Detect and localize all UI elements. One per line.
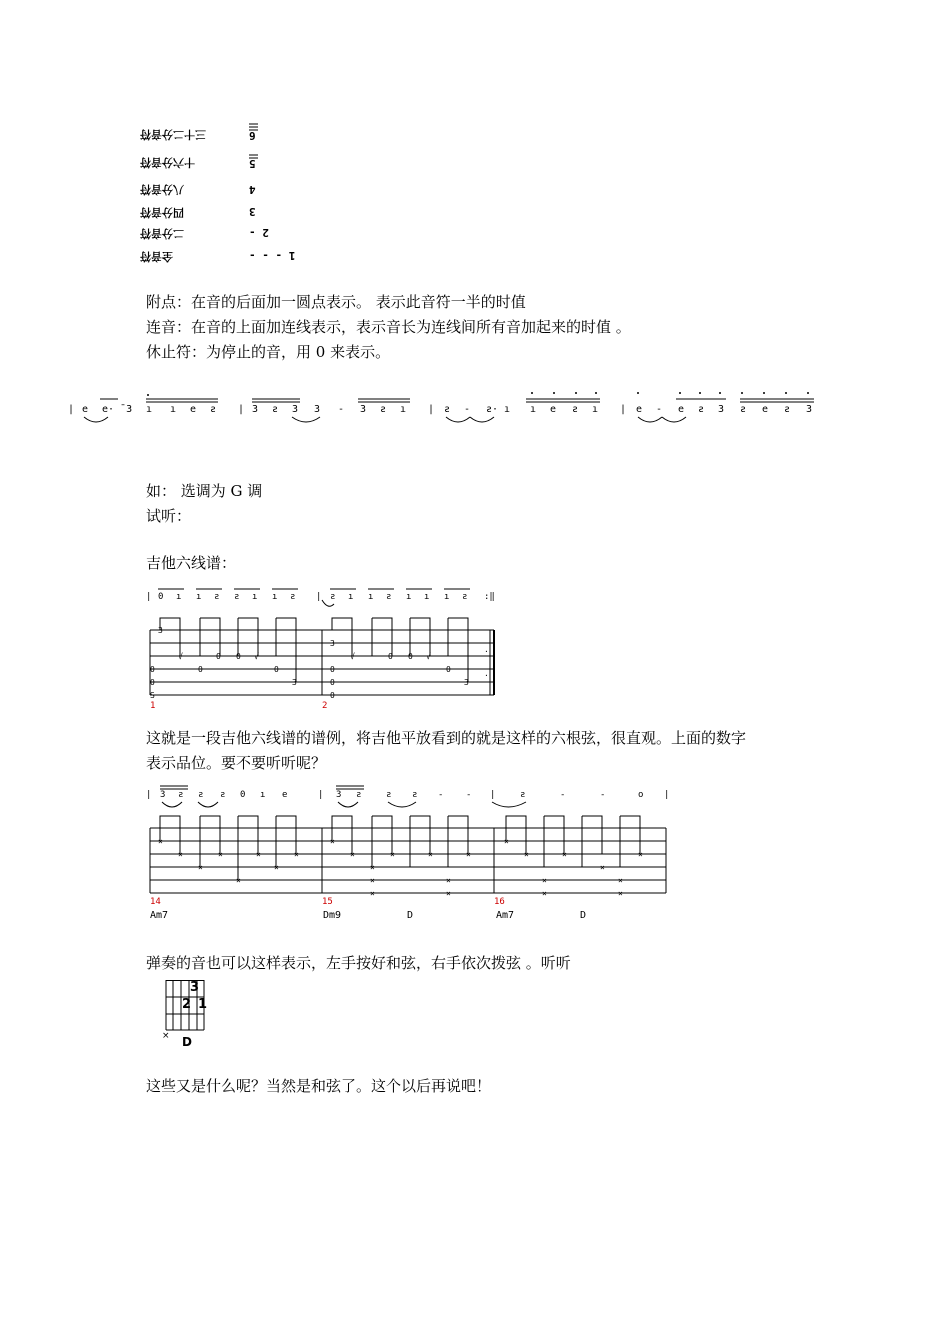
legend-note-quarter: 3 (249, 205, 256, 218)
legend-note-16th: 5 (249, 157, 256, 170)
svg-text:0: 0 (198, 665, 203, 674)
svg-text:ƨ: ƨ (198, 790, 204, 800)
svg-text:3: 3 (718, 404, 725, 415)
svg-text:ı: ı (592, 404, 599, 415)
svg-text:ı: ı (260, 790, 266, 800)
svg-text:ı: ı (170, 404, 177, 415)
key-example-text: 如： 选调为 G 调 (146, 482, 263, 500)
svg-text:ƨ: ƨ (462, 592, 468, 602)
svg-text:e: e (636, 404, 643, 415)
svg-text:ı: ı (272, 592, 278, 602)
svg-text:√: √ (426, 652, 431, 661)
tab-staff-2 (146, 780, 676, 905)
svg-text:ƨ: ƨ (386, 790, 392, 800)
svg-text:×: × (638, 850, 643, 859)
svg-text:×: × (198, 863, 203, 872)
svg-text:3: 3 (292, 404, 299, 415)
legend-label-half: 二分音符 (140, 227, 184, 240)
svg-text:-: - (656, 404, 663, 415)
svg-text:-: - (466, 790, 472, 800)
svg-text:|: | (620, 404, 627, 415)
svg-text:e· ¯3: e· ¯3 (102, 404, 133, 415)
svg-text:ƨ: ƨ (210, 404, 217, 415)
tab-heading: 吉他六线谱： (146, 554, 237, 572)
svg-text:3: 3 (360, 404, 367, 415)
svg-text:ƨ: ƨ (444, 404, 451, 415)
svg-text:×: × (542, 876, 547, 885)
svg-text:-: - (338, 404, 345, 415)
svg-text:|: | (146, 790, 152, 800)
svg-text:0: 0 (408, 652, 413, 661)
svg-text:×: × (350, 850, 355, 859)
svg-text:ı: ı (424, 592, 430, 602)
svg-text:|: | (146, 592, 152, 602)
svg-text:×: × (466, 850, 471, 859)
svg-text:e: e (282, 790, 288, 800)
svg-text:·: · (484, 671, 489, 680)
chord-label-dm9: Dm9 (323, 910, 342, 921)
svg-text:√: √ (178, 652, 183, 661)
svg-text:×: × (158, 837, 163, 846)
svg-text:×: × (236, 876, 241, 885)
legend-note-whole: 1 - - - (249, 249, 296, 262)
svg-text:ƨ: ƨ (356, 790, 362, 800)
finger-number-3: 3 (190, 980, 200, 995)
legend-label-quarter: 四分音符 (140, 206, 184, 219)
svg-text:ƨ: ƨ (214, 592, 220, 602)
svg-text:×: × (370, 889, 375, 898)
legend-beam-lines (246, 120, 266, 170)
tab1-measure-2: 2 (322, 701, 328, 711)
tab-description-2[interactable]: 表示品位。要不要听听呢？ (146, 754, 327, 772)
svg-text:3: 3 (252, 404, 259, 415)
svg-text:|: | (316, 592, 322, 602)
dotted-note-text: 附点：在音的后面加一圆点表示。 表示此音符一半的时值 (146, 293, 526, 311)
finger-number-1: 1 (198, 997, 208, 1012)
tab1-measure-1: 1 (150, 701, 156, 711)
svg-text:×: × (274, 863, 279, 872)
svg-text:×: × (370, 876, 375, 885)
svg-text:ı: ı (444, 592, 450, 602)
svg-text:ƨ: ƨ (572, 404, 579, 415)
svg-text:ƨ: ƨ (520, 790, 526, 800)
rest-note-text: 休止符：为停止的音，用 0 来表示。 (146, 343, 391, 361)
tab2-measure-16: 16 (494, 897, 505, 905)
svg-text:3: 3 (292, 678, 297, 687)
svg-text:×: × (542, 889, 547, 898)
svg-text:√: √ (254, 652, 259, 661)
svg-text::‖: :‖ (484, 592, 495, 602)
svg-text:3: 3 (158, 626, 163, 635)
svg-text:ƨ: ƨ (412, 790, 418, 800)
svg-text:√: √ (350, 652, 355, 661)
svg-text:×: × (446, 876, 451, 885)
tab2-measure-15: 15 (322, 897, 333, 905)
svg-text:ƨ: ƨ (330, 592, 336, 602)
svg-text:ı: ı (348, 592, 354, 602)
svg-text:S: S (150, 691, 155, 700)
svg-text:3: 3 (806, 404, 813, 415)
svg-text:ƨ: ƨ (234, 592, 240, 602)
svg-text:ƨ: ƨ (272, 404, 279, 415)
svg-text:0: 0 (330, 691, 335, 700)
closing-text: 这些又是什么呢？当然是和弦了。这个以后再说吧！ (146, 1077, 492, 1095)
tab-staff-1 (146, 582, 506, 712)
svg-text:ı: ı (530, 404, 537, 415)
legend-label-8th: 八分音符 (140, 183, 184, 196)
legend-label-16th: 十六分音符 (140, 156, 195, 169)
svg-text:×: × (390, 850, 395, 859)
svg-text:o: o (638, 790, 644, 800)
svg-text:ƨ: ƨ (178, 790, 184, 800)
svg-text:-: - (438, 790, 444, 800)
svg-text:0: 0 (240, 790, 246, 800)
svg-text:ı: ı (368, 592, 374, 602)
svg-text:×: × (256, 850, 261, 859)
svg-text:×: × (370, 863, 375, 872)
legend-label-whole: 全音符 (140, 250, 173, 263)
svg-text:ı: ı (400, 404, 407, 415)
chord-label-d-1: D (407, 910, 414, 921)
legend-note-8th: 4 (249, 183, 256, 196)
svg-text:0: 0 (158, 592, 164, 602)
legend-note-half: 2 - (249, 226, 269, 239)
svg-text:|: | (318, 790, 324, 800)
svg-text:×: × (330, 837, 335, 846)
svg-text:3: 3 (464, 678, 469, 687)
chord-description[interactable]: 弹奏的音也可以这样表示，左手按好和弦，右手依次拨弦 。听听 (146, 954, 571, 972)
svg-text:|: | (664, 790, 670, 800)
svg-text:×: × (218, 850, 223, 859)
svg-text:ı: ı (406, 592, 412, 602)
svg-text:0: 0 (216, 652, 221, 661)
svg-text:ƨ: ƨ (698, 404, 705, 415)
svg-text:e: e (190, 404, 197, 415)
svg-text:ı: ı (252, 592, 258, 602)
svg-text:0: 0 (150, 678, 155, 687)
svg-text:3: 3 (336, 790, 342, 800)
svg-text:e: e (82, 404, 89, 415)
svg-text:×: × (562, 850, 567, 859)
svg-text:0: 0 (388, 652, 393, 661)
svg-text:|: | (238, 404, 245, 415)
svg-text:×: × (618, 889, 623, 898)
svg-text:ı: ı (176, 592, 182, 602)
chord-diagram-d (158, 980, 218, 1050)
svg-text:e: e (678, 404, 685, 415)
finger-number-2: 2 (182, 997, 192, 1012)
svg-text:|: | (68, 404, 75, 415)
svg-text:3: 3 (314, 404, 321, 415)
chord-diagram-name: D (182, 1035, 192, 1049)
svg-text:ƨ: ƨ (290, 592, 296, 602)
svg-text:ƨ: ƨ (784, 404, 791, 415)
chord-label-d-2: D (580, 910, 587, 921)
svg-text:3: 3 (330, 639, 335, 648)
svg-text:×: × (446, 889, 451, 898)
svg-text:-: - (600, 790, 606, 800)
svg-text:|: | (428, 404, 435, 415)
svg-text:0: 0 (330, 678, 335, 687)
listen-label[interactable]: 试听： (146, 507, 192, 525)
svg-text:ı: ı (196, 592, 202, 602)
svg-text:3: 3 (160, 790, 166, 800)
chord-label-am7-1: Am7 (150, 910, 169, 921)
tie-note-text: 连音：在音的上面加连线表示，表示音长为连线间所有音加起来的时值 。 (146, 318, 631, 336)
svg-text:·: · (484, 647, 489, 656)
svg-text:ƨ: ƨ (740, 404, 747, 415)
svg-text:-: - (464, 404, 471, 415)
svg-text:e: e (762, 404, 769, 415)
svg-text:ƨ: ƨ (220, 790, 226, 800)
svg-text:×: × (618, 876, 623, 885)
svg-text:e: e (550, 404, 557, 415)
legend-label-32nd: 三十二分音符 (140, 128, 206, 141)
svg-text:×: × (294, 850, 299, 859)
tab2-measure-14: 14 (150, 897, 161, 905)
mute-mark: × (162, 1031, 170, 1041)
svg-text:ƨ· ı: ƨ· ı (486, 404, 511, 415)
legend-note-32nd: 6 (249, 129, 256, 142)
svg-text:0: 0 (446, 665, 451, 674)
svg-text:0: 0 (150, 665, 155, 674)
svg-text:-: - (560, 790, 566, 800)
svg-text:0: 0 (330, 665, 335, 674)
svg-text:ı: ı (146, 404, 153, 415)
svg-text:ƨ: ƨ (386, 592, 392, 602)
tab-description-1: 这就是一段吉他六线谱的谱例，将吉他平放看到的就是这样的六根弦，很直观。上面的数字 (146, 729, 747, 747)
svg-text:ƨ: ƨ (380, 404, 387, 415)
chord-label-am7-2: Am7 (496, 910, 515, 921)
svg-text:|: | (490, 790, 496, 800)
svg-text:0: 0 (274, 665, 279, 674)
svg-text:×: × (428, 850, 433, 859)
svg-text:0: 0 (236, 652, 241, 661)
svg-text:×: × (504, 837, 509, 846)
svg-text:×: × (524, 850, 529, 859)
svg-text:×: × (178, 850, 183, 859)
numbered-notation-example (60, 385, 830, 435)
svg-text:×: × (600, 863, 605, 872)
